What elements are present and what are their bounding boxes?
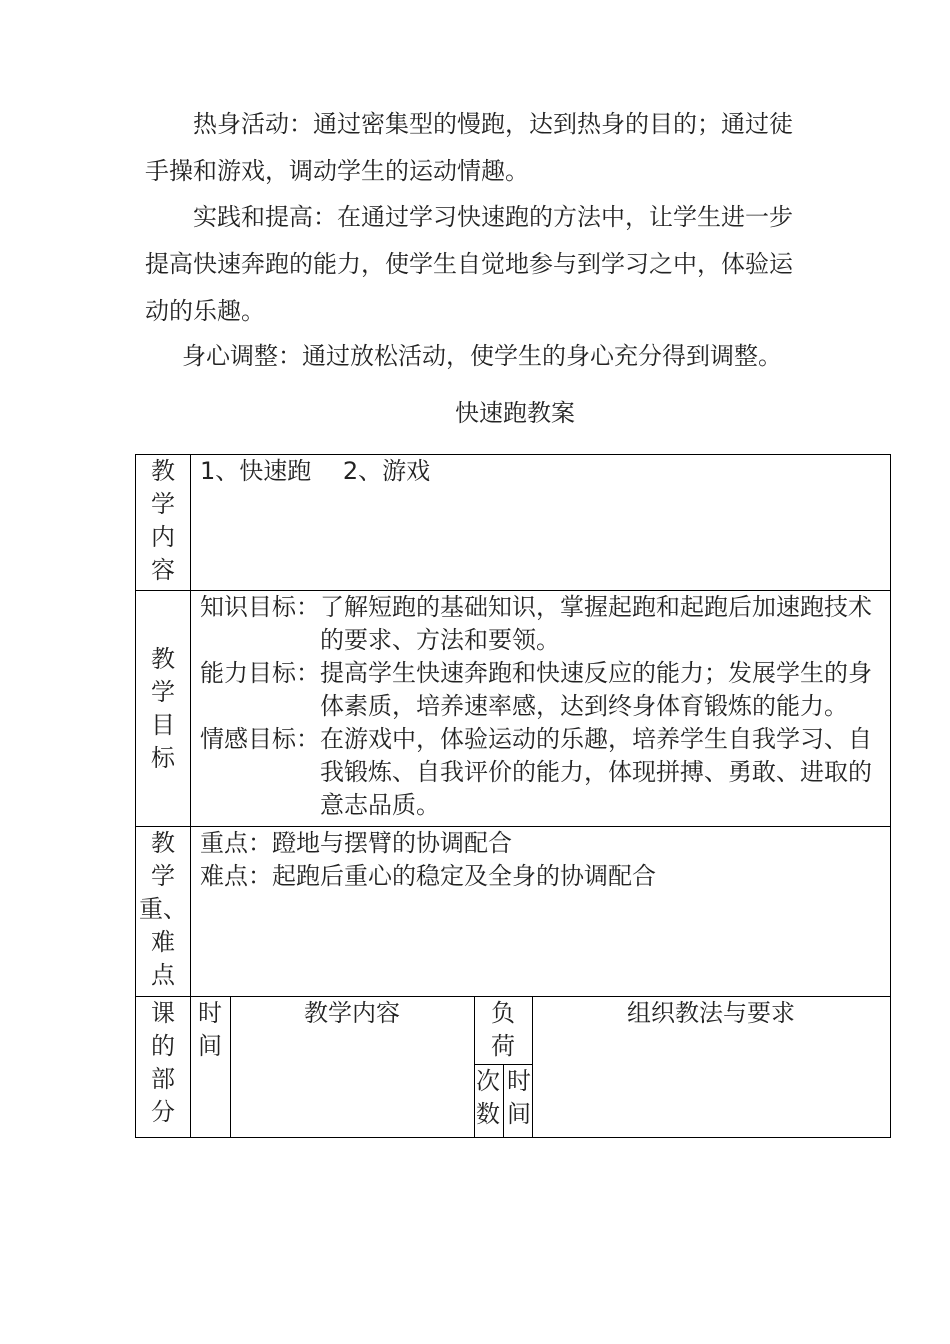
divider [474, 997, 475, 1137]
intro-practice: 实践和提高：在通过学习快速跑的方法中，让学生进一步提高快速奔跑的能力，使学生自觉地参与到学习之中，体验运动的乐趣。 [145, 203, 793, 325]
label-char: 数 [476, 1100, 500, 1128]
header-load-time [507, 1065, 532, 1131]
label-char: 时 [507, 1067, 531, 1095]
row-teaching-content [136, 455, 890, 591]
lesson-plan-table [135, 454, 891, 1138]
header-content: 教学内容 [304, 999, 400, 1027]
header-count [476, 1065, 503, 1131]
label-char: 时 [198, 999, 222, 1027]
row-key-points [136, 827, 890, 997]
label-char: 点 [151, 961, 175, 989]
header-time [198, 997, 228, 1063]
label-char: 重、 [139, 895, 187, 923]
objectives-list [200, 591, 886, 822]
objective-value: 在游戏中，体验运动的乐趣，培养学生自我学习、自我锻炼、自我评价的能力，体现拼搏、勇敢、进取的意志品质。 [320, 725, 872, 819]
label-char: 教 [151, 644, 175, 673]
label-char: 部 [151, 1065, 175, 1093]
load-sub-divider [503, 1064, 504, 1137]
label-char: 荷 [491, 1032, 515, 1060]
label-char: 学 [151, 862, 175, 890]
label-char: 课 [151, 999, 175, 1027]
difficulty-point: 难点：起跑后重心的稳定及全身的协调配合 [200, 862, 656, 890]
label-char: 次 [476, 1067, 500, 1095]
header-method: 组织教法与要求 [627, 999, 795, 1027]
intro-adjust: 身心调整：通过放松活动，使学生的身心充分得到调整。 [182, 342, 782, 370]
label-key-points [136, 827, 191, 996]
objective-value: 了解短跑的基础知识，掌握起跑和起跑后加速跑技术的要求、方法和要领。 [320, 593, 872, 654]
label-teaching-objectives [136, 591, 191, 826]
objective-key: 情感目标： [200, 725, 320, 753]
label-char: 学 [151, 677, 175, 706]
teaching-content-text: 1、快速跑 2、游戏 [200, 457, 431, 485]
label-char: 教 [151, 829, 175, 857]
header-load [476, 997, 530, 1063]
label-char: 间 [198, 1032, 222, 1060]
label-char: 容 [151, 556, 175, 584]
divider [532, 997, 533, 1137]
label-char: 间 [507, 1100, 531, 1128]
page-title: 快速跑教案 [455, 399, 575, 427]
objective-value: 提高学生快速奔跑和快速反应的能力；发展学生的身体素质，培养速率感，达到终身体育锻炼的能力。 [320, 659, 872, 720]
divider [230, 997, 231, 1137]
objective-emotion [200, 723, 886, 822]
label-char: 难 [151, 928, 175, 956]
header-part [136, 997, 191, 1137]
intro-warmup: 热身活动：通过密集型的慢跑，达到热身的目的；通过徒手操和游戏，调动学生的运动情趣。 [145, 110, 793, 185]
label-char: 负 [491, 999, 515, 1027]
objective-key: 知识目标： [200, 593, 320, 621]
focus-point: 重点：蹬地与摆臂的协调配合 [200, 829, 512, 857]
label-char: 教 [151, 457, 175, 485]
objective-key: 能力目标： [200, 659, 320, 687]
label-char: 学 [151, 490, 175, 518]
objective-knowledge [200, 591, 886, 657]
row-schedule-header [136, 997, 890, 1137]
label-char: 内 [151, 523, 175, 551]
label-teaching-content [136, 455, 191, 590]
label-char: 分 [151, 1098, 175, 1126]
key-points-text [200, 827, 886, 893]
label-char: 目 [151, 710, 175, 739]
row-teaching-objectives [136, 591, 890, 827]
objective-ability [200, 657, 886, 723]
label-char: 的 [151, 1032, 175, 1060]
label-char: 标 [151, 743, 175, 772]
